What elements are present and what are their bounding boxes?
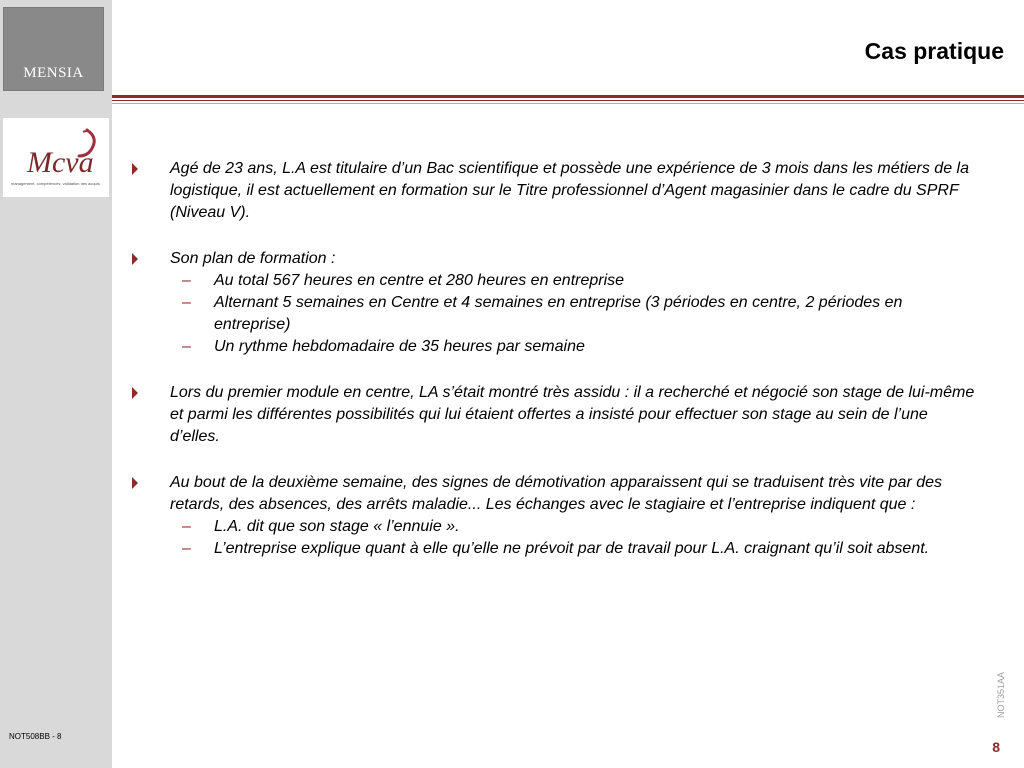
bullet-arrow-icon — [132, 163, 138, 175]
bullet-arrow-icon — [132, 253, 138, 265]
svg-text:management, compétences, valid: management, compétences, validation des acquis — [11, 181, 100, 186]
sub-bullet-text: Alternant 5 semaines en Centre et 4 semaines en entreprise (3 périodes en centre, 2 périodes en entreprise) — [214, 294, 903, 333]
bullet-item — [128, 248, 976, 358]
sub-bullet-text: Un rythme hebdomadaire de 35 heures par semaine — [214, 338, 585, 355]
mcva-logo-image — [3, 118, 109, 197]
dash-marker: – — [182, 272, 191, 289]
sub-bullet-item — [170, 336, 976, 358]
header-divider — [112, 100, 1024, 101]
dash-marker: – — [182, 338, 191, 355]
bullet-text: Son plan de formation : — [170, 250, 336, 267]
bullet-arrow-icon — [132, 387, 138, 399]
side-code — [996, 671, 1008, 719]
bullet-item — [128, 472, 976, 560]
sub-bullet-item — [170, 538, 976, 560]
page-number: 8 — [992, 739, 1000, 755]
mensia-logo-text: MENSIA — [23, 65, 84, 81]
bullet-text: Lors du premier module en centre, LA s’était montré très assidu : il a recherché et négocié son stage de lui-même et parmi les différentes possibilités qui lui étaient offertes a insisté pour effectuer son stage au sein de l’une d’elles. — [170, 384, 975, 445]
bullet-arrow-icon — [132, 477, 138, 489]
svg-text:Mcva: Mcva — [27, 146, 94, 179]
header-divider — [112, 95, 1024, 98]
side-code-text: NOT351AA — [996, 671, 1006, 718]
sub-bullet-item — [170, 292, 976, 336]
mcva-logo — [3, 118, 109, 197]
dash-marker: – — [182, 540, 191, 557]
header-divider — [112, 103, 1024, 104]
sub-bullet-text: L’entreprise explique quant à elle qu’elle ne prévoit par de travail pour L.A. craignant qu’il soit absent. — [214, 540, 930, 557]
dash-marker: – — [182, 294, 191, 311]
sub-bullet-item — [170, 270, 976, 292]
mensia-logo — [3, 7, 104, 91]
footer-code: NOT508BB - 8 — [9, 732, 62, 741]
dash-marker: – — [182, 518, 191, 535]
bullet-item — [128, 382, 976, 448]
bullet-item — [128, 158, 976, 224]
slide-content — [128, 158, 976, 584]
slide-title: Cas pratique — [864, 38, 1004, 64]
bullet-text: Au bout de la deuxième semaine, des signes de démotivation apparaissent qui se traduisent très vite par des retards, des absences, des arrêts maladie... Les échanges avec le stagiaire et l’entreprise indiquent que : — [170, 474, 943, 513]
sidebar — [0, 0, 112, 768]
sub-bullet-text: L.A. dit que son stage « l’ennuie ». — [214, 518, 460, 535]
sub-bullet-text: Au total 567 heures en centre et 280 heures en entreprise — [214, 272, 625, 289]
sub-bullet-item — [170, 516, 976, 538]
bullet-text: Agé de 23 ans, L.A est titulaire d’un Bac scientifique et possède une expérience de 3 mois dans les métiers de la logistique, il est actuellement en formation sur le Titre professionnel d’Agent magasinier dans le cadre du SPRF (Niveau V). — [170, 160, 969, 221]
